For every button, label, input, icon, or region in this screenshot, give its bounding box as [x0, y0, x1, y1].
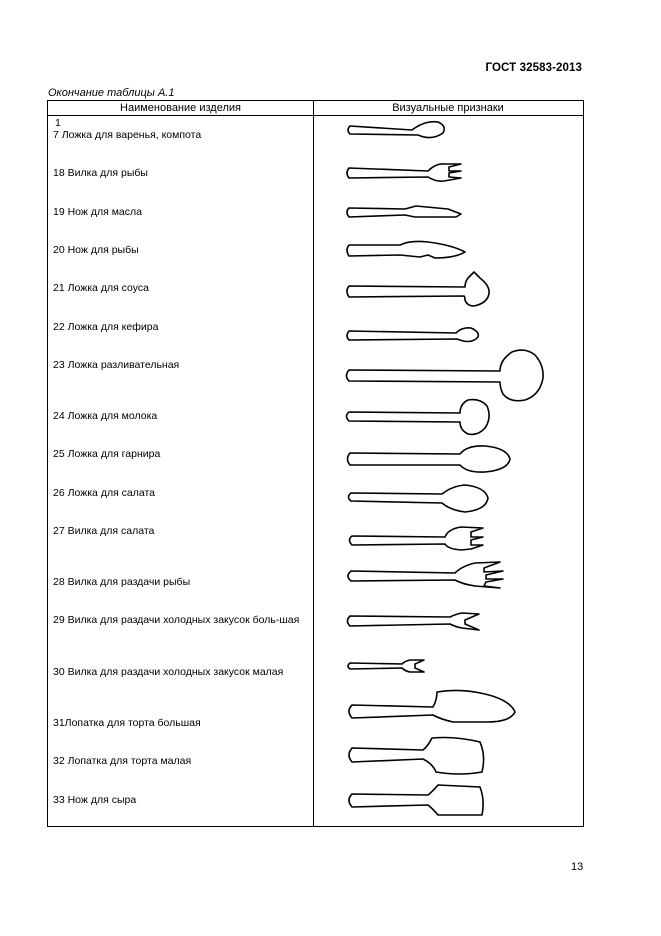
- salad-spoon-icon: [349, 485, 489, 512]
- ladle-icon: [347, 350, 544, 401]
- column-number: 1: [55, 117, 61, 129]
- milk-ladle-icon: [347, 400, 490, 435]
- butter-knife-icon: [347, 206, 461, 217]
- page-number: 13: [571, 861, 584, 873]
- salad-fork-icon: [350, 527, 484, 550]
- sauce-ladle-icon: [347, 272, 489, 306]
- small-cake-server-icon: [349, 738, 484, 775]
- fish-knife-icon: [347, 241, 465, 258]
- table-row-label: 28 Вилка для раздачи рыбы: [53, 576, 191, 588]
- column-header-visual: Визуальные признаки: [392, 102, 504, 114]
- table-row-label: 32 Лопатка для торта малая: [53, 755, 192, 767]
- small-snack-fork-icon: [348, 660, 424, 672]
- table-row-label: 20 Нож для рыбы: [53, 244, 139, 256]
- table-row-label: 33 Нож для сыра: [53, 794, 137, 806]
- table-row-label: 30 Вилка для раздачи холодных закусок малая: [53, 666, 284, 678]
- garnish-spoon-icon: [348, 446, 511, 472]
- table-row-label: 27 Вилка для салата: [53, 525, 155, 537]
- cheese-knife-icon: [349, 785, 483, 815]
- table-row-label: 21 Ложка для соуса: [53, 282, 149, 294]
- table-row-label: 22 Ложка для кефира: [53, 321, 159, 333]
- table-row-label: 24 Ложка для молока: [53, 410, 158, 422]
- fish-fork-icon: [347, 164, 461, 181]
- table-row-label: 25 Ложка для гарнира: [53, 448, 161, 460]
- table-caption: Окончание таблицы А.1: [48, 87, 175, 99]
- jam-spoon-icon: [348, 122, 444, 138]
- table-row-label: 29 Вилка для раздачи холодных закусок боль-шая: [53, 614, 300, 626]
- table-row-label: 23 Ложка разливательная: [53, 359, 180, 371]
- standard-number: ГОСТ 32583-2013: [485, 62, 582, 74]
- column-header-name: Наименование изделия: [120, 102, 241, 114]
- table-row-label: 19 Нож для масла: [53, 206, 142, 218]
- table-row-label: 7 Ложка для варенья, компота: [53, 129, 202, 141]
- large-cake-server-icon: [349, 690, 515, 722]
- table-row-label: 18 Вилка для рыбы: [53, 167, 148, 179]
- fish-serving-fork-icon: [348, 562, 503, 588]
- large-snack-fork-icon: [348, 613, 480, 630]
- table-row-label: 31Лопатка для торта большая: [53, 717, 201, 729]
- kefir-spoon-icon: [347, 328, 478, 342]
- table-row-label: 26 Ложка для салата: [53, 487, 156, 499]
